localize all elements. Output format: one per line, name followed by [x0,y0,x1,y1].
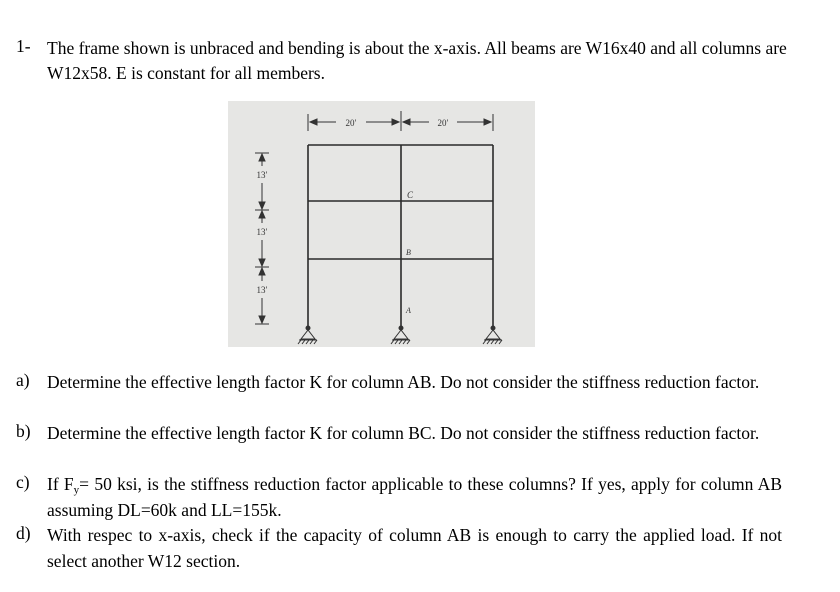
part-c-label: c) [16,472,30,492]
frame-figure [228,101,535,347]
dim-top-right: 20′ [437,118,449,128]
question-text: The frame shown is unbraced and bending is about the x-axis. All beams are W16x40 and all columns are W12x58. E is constant for all members. [47,38,787,83]
part-d-text: With respec to x-axis, check if the capacity of column AB is enough to carry the applied load. If not select another W12 section. [47,525,782,571]
part-a-text: Determine the effective length factor K for column AB. Do not consider the stiffness reduction factor. [47,372,760,392]
frame-diagram [228,101,535,347]
part-b-text: Determine the effective length factor K for column BC. Do not consider the stiffness reduction factor. [47,423,760,443]
label-b: B [406,248,411,257]
part-c-text [47,472,782,523]
dim-story-3: 13′ [256,285,268,295]
question-number: 1- [16,36,31,56]
part-c-subscript: y [73,484,80,496]
part-d-label: d) [16,523,31,543]
part-c-text-pre: If F [47,474,74,494]
dim-top-left: 20′ [345,118,357,128]
figure-background [228,101,535,347]
dim-story-1: 13′ [256,170,268,180]
label-c: C [407,190,414,200]
part-a-label: a) [16,370,30,390]
dim-story-2: 13′ [256,227,268,237]
part-b-label: b) [16,421,31,441]
label-a: A [406,306,411,315]
part-c-text-post: = 50 ksi, is the stiffness reduction factor applicable to these columns? If yes, apply for column AB assuming DL=60k and LL=155k. [47,474,782,520]
